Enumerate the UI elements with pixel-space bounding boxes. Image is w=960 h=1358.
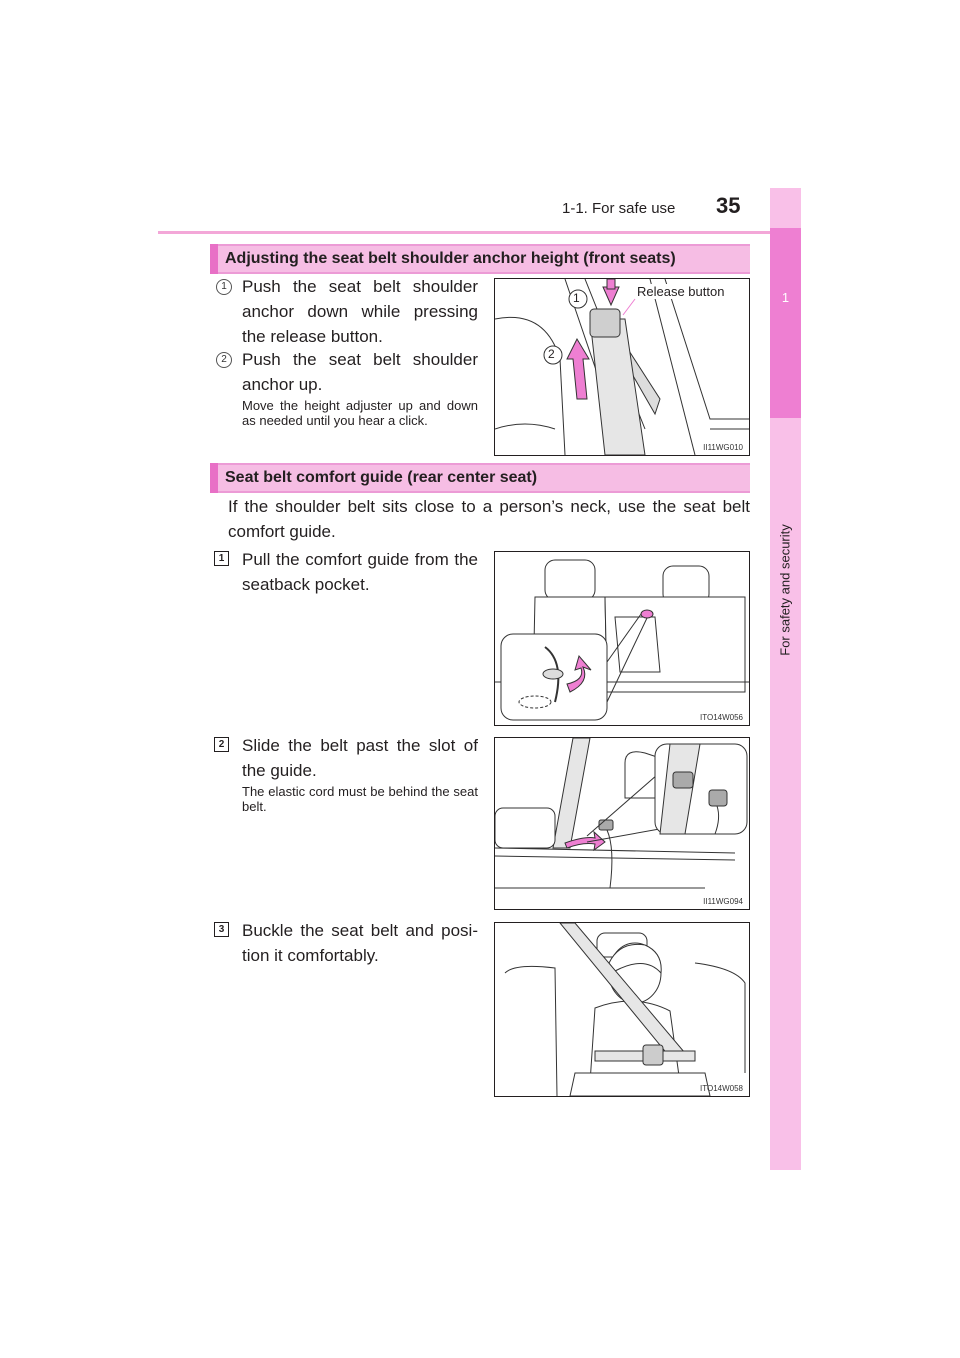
figure-child-buckled: [494, 922, 750, 1097]
figure-comfort-guide-pull: [494, 551, 750, 726]
header-rule: [158, 231, 800, 234]
step-number: 3: [214, 922, 229, 937]
belt-slot-illustration: [495, 738, 749, 909]
chapter-number: 1: [781, 290, 790, 305]
running-header: 1-1. For safe use: [562, 200, 676, 217]
figure-code: II11WG094: [703, 897, 743, 906]
callout-2: 2: [548, 347, 555, 361]
callout-1: 1: [573, 291, 580, 305]
heading-bar: [210, 244, 218, 274]
chapter-label: For safety and security: [777, 524, 793, 656]
section-heading-anchor-height: [210, 244, 750, 274]
figure-code: ITO14W058: [700, 1084, 743, 1093]
step-note: The elastic cord must be behind the seat belt.: [242, 784, 478, 814]
step-number: 2: [214, 737, 229, 752]
step-text: Push the seat belt shoulder anchor down while pressing the release button.: [242, 277, 478, 346]
step-note: Move the height adjuster up and down as needed until you hear a click.: [242, 398, 478, 428]
figure-code: II11WG010: [703, 443, 743, 452]
step-text: Buckle the seat belt and posi-tion it comfortably.: [242, 921, 478, 965]
chapter-tab-highlight: [770, 228, 801, 418]
step-text: Slide the belt past the slot of the guide.: [242, 736, 478, 780]
comfort-guide-illustration: [495, 552, 749, 725]
step-text: Push the seat belt shoulder anchor up.: [242, 350, 478, 394]
child-seat-belt-illustration: [495, 923, 749, 1096]
page-number: 35: [716, 193, 741, 218]
step-number: 1: [216, 279, 232, 295]
figure-shoulder-anchor: [494, 278, 750, 456]
anchor-illustration: [495, 279, 749, 455]
step-number: 2: [216, 352, 232, 368]
release-button-label: Release button: [637, 284, 725, 299]
intro-text: If the shoulder belt sits close to a person’s neck, use the seat belt comfort guide.: [228, 497, 750, 541]
figure-code: ITO14W056: [700, 713, 743, 722]
figure-belt-slot: [494, 737, 750, 910]
heading-bar: [210, 463, 218, 493]
step-number: 1: [214, 551, 229, 566]
section-title: Adjusting the seat belt shoulder anchor height (front seats): [225, 250, 676, 267]
section-title: Seat belt comfort guide (rear center seat): [225, 469, 538, 486]
section-heading-comfort-guide: [210, 463, 750, 493]
step-text: Pull the comfort guide from the seatback pocket.: [242, 550, 478, 594]
